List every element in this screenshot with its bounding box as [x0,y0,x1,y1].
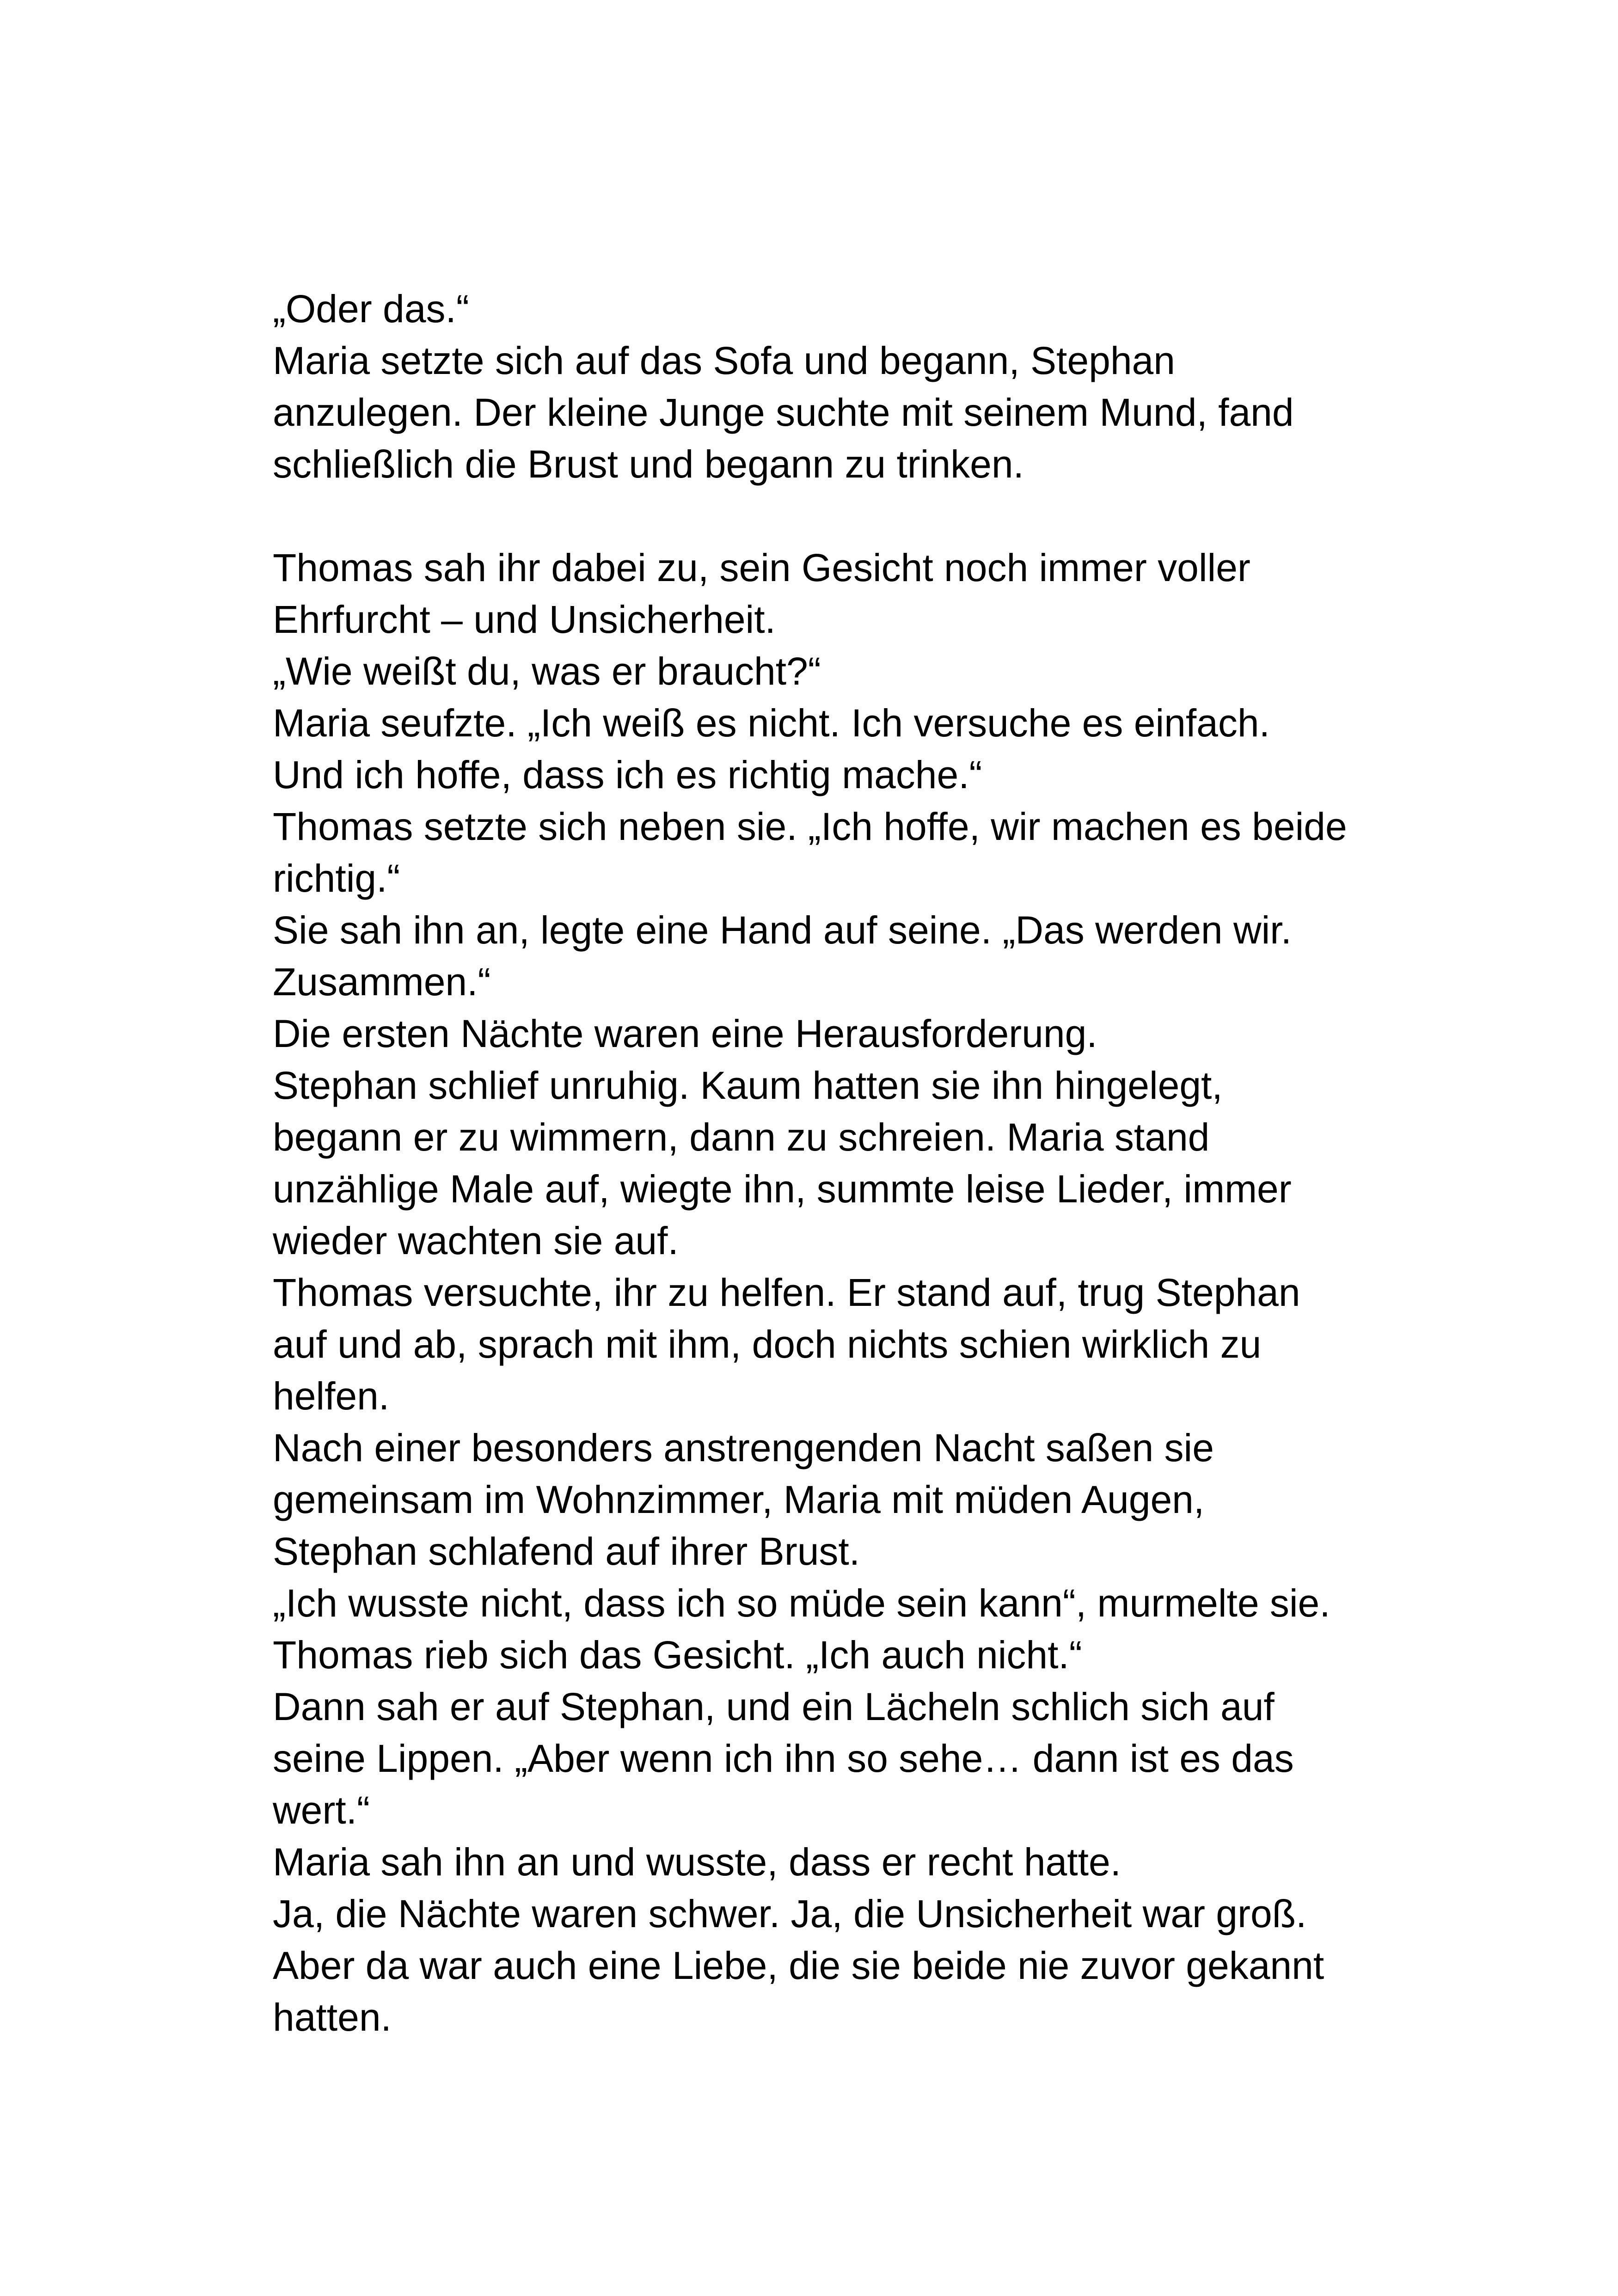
text-line: Die ersten Nächte waren eine Herausforderung. [273,1012,1097,1055]
text-line: begann er zu wimmern, dann zu schreien. Maria stand [273,1115,1210,1159]
text-line: Maria sah ihn an und wusste, dass er recht hatte. [273,1840,1121,1884]
text-line: Thomas rieb sich das Gesicht. „Ich auch nicht.“ [273,1633,1082,1677]
text-line: Maria setzte sich auf das Sofa und begann, Stephan [273,339,1175,382]
text-line: „Ich wusste nicht, dass ich so müde sein kann“, murmelte sie. [273,1581,1330,1625]
text-line: Stephan schlafend auf ihrer Brust. [273,1530,860,1573]
text-line: „Oder das.“ [273,287,469,331]
text-line: Ehrfurcht – und Unsicherheit. [273,598,776,641]
text-line: Aber da war auch eine Liebe, die sie beide nie zuvor gekannt [273,1944,1324,1987]
text-line: anzulegen. Der kleine Junge suchte mit seinem Mund, fand [273,391,1294,434]
text-line: helfen. [273,1374,390,1418]
text-line: Thomas versuchte, ihr zu helfen. Er stand auf, trug Stephan [273,1271,1300,1314]
text-line: wert.“ [273,1788,370,1832]
text-line: „Wie weißt du, was er braucht?“ [273,649,821,693]
text-line: Dann sah er auf Stephan, und ein Lächeln schlich sich auf [273,1685,1275,1728]
text-line: Stephan schlief unruhig. Kaum hatten sie ihn hingelegt, [273,1064,1223,1107]
text-line: Thomas sah ihr dabei zu, sein Gesicht noch immer voller [273,546,1250,589]
text-line: Nach einer besonders anstrengenden Nacht saßen sie [273,1426,1214,1469]
text-line: Ja, die Nächte waren schwer. Ja, die Unsicherheit war groß. [273,1892,1307,1935]
text-line: Zusammen.“ [273,960,491,1004]
story-text [273,283,1382,2043]
text-line: schließlich die Brust und begann zu trinken. [273,442,1024,486]
text-line: hatten. [273,1996,392,2039]
text-line: seine Lippen. „Aber wenn ich ihn so sehe… dann ist es das [273,1737,1294,1780]
text-line: Und ich hoffe, dass ich es richtig mache.“ [273,753,982,796]
text-line: Sie sah ihn an, legte eine Hand auf seine. „Das werden wir. [273,908,1292,952]
text-line: Maria seufzte. „Ich weiß es nicht. Ich versuche es einfach. [273,701,1270,745]
text-line: auf und ab, sprach mit ihm, doch nichts schien wirklich zu [273,1322,1262,1366]
text-line: unzählige Male auf, wiegte ihn, summte leise Lieder, immer [273,1167,1292,1211]
text-line: wieder wachten sie auf. [273,1219,679,1262]
text-line: Thomas setzte sich neben sie. „Ich hoffe, wir machen es beide [273,805,1347,848]
text-line: richtig.“ [273,857,400,900]
text-line: gemeinsam im Wohnzimmer, Maria mit müden Augen, [273,1478,1205,1521]
paragraph-break [273,490,1382,542]
